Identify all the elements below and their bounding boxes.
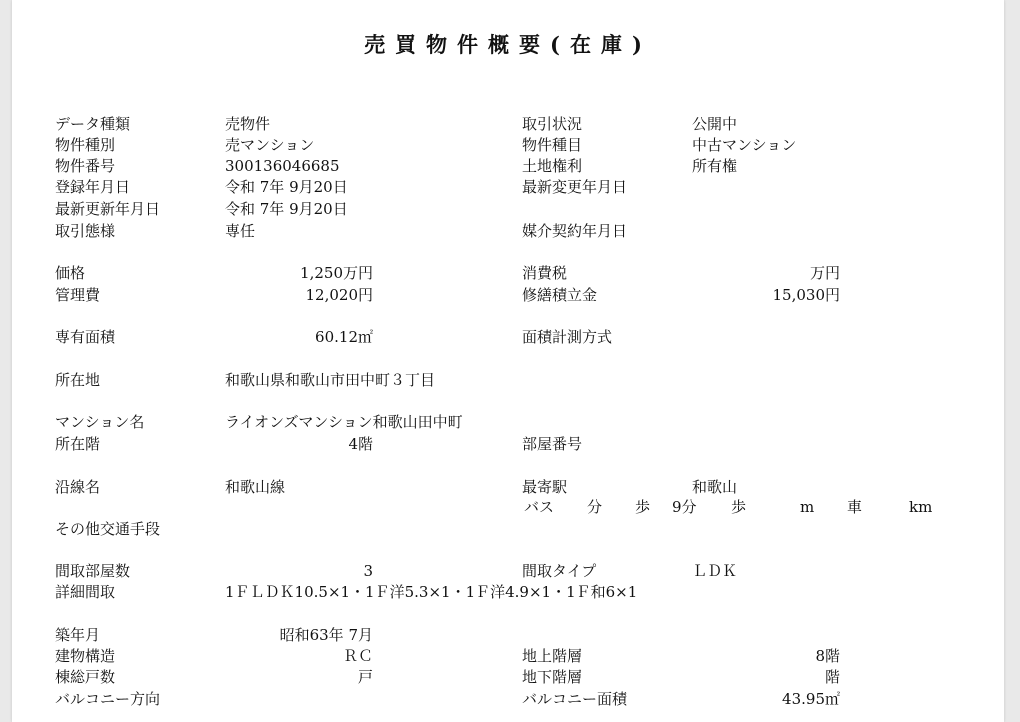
above-floors-label: 地上階層 [522,647,583,665]
room-count-value: 3 [363,562,373,580]
total-units-value: 戸 [357,668,373,686]
access-walk-minutes: 9分 [672,498,697,516]
layout-type-label: 間取タイプ [522,562,597,580]
access-meters-unit: m [800,498,815,516]
latest-update-date-label: 最新更新年月日 [55,200,161,218]
mansion-name-label: マンション名 [55,413,145,431]
balcony-area-value: 43.95㎡ [782,690,840,708]
transaction-mode-value: 専任 [225,222,256,240]
total-units-label: 棟総戸数 [55,668,116,686]
property-number-value: 300136046685 [225,157,340,175]
exclusive-area-value: 60.12㎡ [315,328,373,346]
line-name-value: 和歌山線 [225,478,286,496]
transaction-status-value: 公開中 [692,115,738,133]
room-number-label: 部屋番号 [522,435,583,453]
data-type-value: 売物件 [225,115,271,133]
price-label: 価格 [55,264,86,282]
repair-reserve-value: 15,030円 [772,286,840,304]
property-category-label: 物件種目 [522,136,583,154]
land-rights-value: 所有権 [692,157,738,175]
built-date-value: 昭和63年 7月 [279,626,373,644]
structure-value: ＲＣ [342,647,373,665]
document-sheet [12,0,1004,722]
balcony-direction-label: バルコニー方向 [55,690,161,708]
access-km-unit: km [909,498,933,516]
location-value: 和歌山県和歌山市田中町３丁目 [225,371,436,389]
management-fee-label: 管理費 [55,286,101,304]
access-car: 車 [847,498,863,516]
brokerage-contract-date-label: 媒介契約年月日 [522,222,628,240]
floor-value: 4階 [348,435,373,453]
transaction-status-label: 取引状況 [522,115,583,133]
room-count-label: 間取部屋数 [55,562,131,580]
data-type-label: データ種類 [55,115,131,133]
built-date-label: 築年月 [55,626,101,644]
land-rights-label: 土地権利 [522,157,583,175]
nearest-station-label: 最寄駅 [522,478,568,496]
structure-label: 建物構造 [55,647,116,665]
price-value: 1,250万円 [300,264,373,282]
consumption-tax-label: 消費税 [522,264,568,282]
balcony-area-label: バルコニー面積 [522,690,628,708]
consumption-tax-value: 万円 [809,264,840,282]
registration-date-value: 令和 7年 9月20日 [225,178,348,196]
management-fee-value: 12,020円 [305,286,373,304]
layout-type-value: ＬＤＫ [692,562,738,580]
access-walk: 歩 [731,498,747,516]
registration-date-label: 登録年月日 [55,178,131,196]
line-name-label: 沿線名 [55,478,101,496]
latest-change-date-label: 最新変更年月日 [522,178,628,196]
below-floors-label: 地下階層 [522,668,583,686]
property-type-value: 売マンション [225,136,315,154]
property-number-label: 物件番号 [55,157,116,175]
other-transport-label: その他交通手段 [55,520,161,538]
area-measurement-label: 面積計測方式 [522,328,613,346]
access-bus-walk: 歩 [635,498,651,516]
layout-detail-label: 詳細間取 [55,583,116,601]
latest-update-date-value: 令和 7年 9月20日 [225,200,348,218]
mansion-name-value: ライオンズマンション和歌山田中町 [225,413,463,431]
layout-detail-value: 1ＦＬＤＫ10.5×1・1Ｆ洋5.3×1・1Ｆ洋4.9×1・1Ｆ和6×1 [225,583,638,601]
location-label: 所在地 [55,371,101,389]
access-bus: バス [524,498,555,516]
property-category-value: 中古マンション [692,136,797,154]
repair-reserve-label: 修繕積立金 [522,286,598,304]
document-title: 売買物件概要(在庫) [364,32,652,57]
exclusive-area-label: 専有面積 [55,328,116,346]
access-bus-minutes-unit: 分 [587,498,603,516]
nearest-station-value: 和歌山 [692,478,738,496]
property-type-label: 物件種別 [55,136,116,154]
below-floors-value: 階 [824,668,840,686]
floor-label: 所在階 [55,435,101,453]
transaction-mode-label: 取引態様 [55,222,116,240]
above-floors-value: 8階 [815,647,840,665]
